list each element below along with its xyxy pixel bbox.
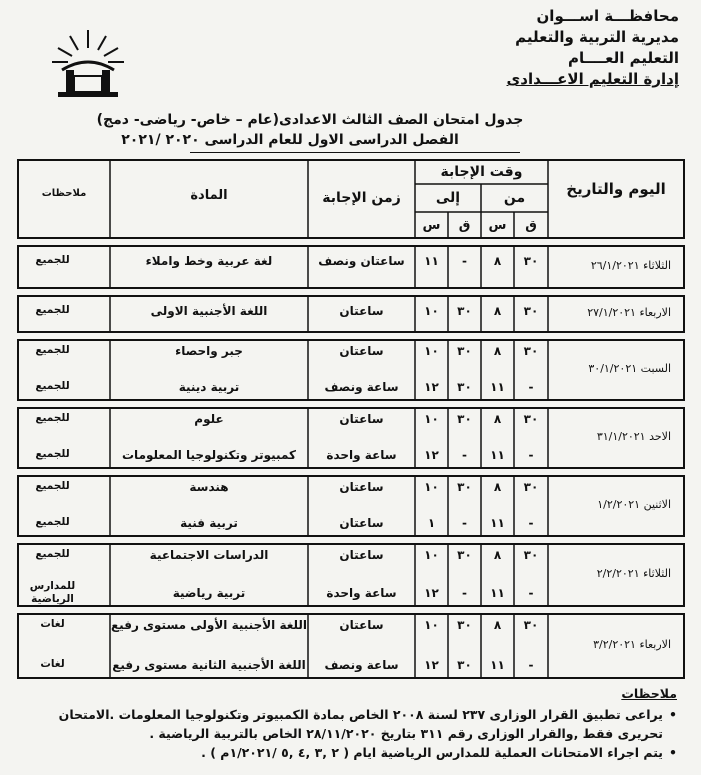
exam-day-date: الاثنين ١/٢/٢٠٢١: [597, 498, 671, 511]
time-to-q: -: [462, 516, 467, 530]
time-from-s: ٨: [493, 618, 502, 632]
exam-note: لغات: [40, 618, 65, 630]
time-from-q: ٣٠: [523, 254, 539, 268]
note-item: • يراعى تطبيق القرار الوزارى ٢٣٧ لسنة ٢٠٠٨ الخاص بمادة الكمبيوتر وتكنولوجيا المعلومات .الامتحان تحريرى فقط ,والقرار الوزارى رقم ٣١١ بتاريخ ٢٨/١١/٢٠٢٠ الخاص بالتربية الرياضية .: [20, 705, 677, 743]
time-from-q: -: [528, 658, 534, 672]
exam-duration: ساعة ونصف: [324, 380, 399, 394]
time-to-q: -: [462, 448, 467, 462]
time-from-q: -: [528, 586, 534, 600]
time-from-q: ٣٠: [523, 548, 539, 562]
exam-subject: اللغة الأجنبية الاولى: [150, 304, 268, 318]
exam-note: للجميع: [35, 516, 70, 528]
time-from-q: ٣٠: [523, 344, 539, 358]
exam-duration: ساعتان: [339, 344, 384, 358]
general-education: التعليم العــــام: [568, 49, 679, 67]
exam-subject: تربية فنية: [180, 516, 238, 530]
time-from-q: ٣٠: [523, 304, 539, 318]
header-from-minutes: ق: [525, 218, 537, 233]
time-from-q: -: [528, 516, 534, 530]
exam-duration: ساعتان: [339, 412, 384, 426]
exam-day-date: الثلاثاء ٢/٢/٢٠٢١: [596, 567, 671, 580]
exam-duration: ساعة واحدة: [326, 448, 397, 462]
exam-duration: ساعتان: [339, 516, 384, 530]
time-from-s: ٨: [493, 344, 502, 358]
time-to-q: -: [462, 254, 467, 268]
exam-note: للجميع: [35, 412, 70, 424]
header-from: من: [503, 190, 526, 206]
prep-education-admin: إدارة التعليم الاعـــدادى: [506, 70, 679, 88]
time-from-s: ٨: [493, 548, 502, 562]
time-to-q: ٣٠: [457, 618, 472, 632]
time-to-s: ١٠: [424, 344, 439, 358]
time-from-q: -: [528, 380, 534, 394]
exam-subject: علوم: [194, 412, 224, 426]
exam-subject: اللغة الأجنبية الثانية مستوى رفيع: [112, 658, 306, 672]
time-from-s: ٨: [493, 480, 502, 494]
exam-duration: ساعة واحدة: [326, 586, 397, 600]
exam-note: للجميع: [35, 304, 70, 316]
time-from-s: ٨: [493, 254, 502, 268]
time-to-q: ٣٠: [457, 548, 472, 562]
header-duration: زمن الإجابة: [322, 190, 401, 206]
time-to-s: ١٠: [424, 480, 439, 494]
time-to-q: ٣٠: [457, 344, 472, 358]
time-to-s: ١: [427, 516, 436, 530]
time-from-q: ٣٠: [523, 618, 539, 632]
time-from-q: ٣٠: [523, 412, 539, 426]
time-to-q: -: [462, 586, 467, 600]
exam-duration: ساعتان: [339, 304, 384, 318]
exam-day-date: الاربعاء ٢٧/١/٢٠٢١: [587, 306, 671, 319]
time-to-s: ١٠: [424, 618, 439, 632]
exam-subject: اللغة الأجنبية الأولى مستوى رفيع: [110, 618, 308, 632]
time-to-s: ١٠: [424, 548, 439, 562]
exam-subject: كمبيوتر وتكنولوجيا المعلومات: [122, 448, 296, 462]
directorate-header: [479, 6, 679, 90]
exam-note: للجميع: [35, 480, 70, 492]
time-from-s: ١١: [490, 380, 505, 394]
exam-subject: لغة عربية وخط واملاء: [145, 254, 273, 268]
header-to-hours: س: [422, 218, 441, 233]
notes-title: ملاحظات: [621, 686, 677, 701]
time-from-s: ١١: [490, 658, 505, 672]
exam-duration: ساعتان ونصف: [318, 254, 405, 268]
note-item: • يتم اجراء الامتحانات العملية للمدارس الرياضية ايام ( ٢ ,٣ ,٤ ,٥ /١/٢٠٢١م ) .: [20, 743, 677, 762]
exam-duration: ساعتان: [339, 618, 384, 632]
time-from-q: ٣٠: [523, 480, 539, 494]
time-to-q: ٣٠: [457, 380, 472, 394]
exam-day-date: السبت ٣٠/١/٢٠٢١: [588, 362, 671, 375]
exam-day-date: الاربعاء ٣/٢/٢٠٢١: [593, 638, 671, 651]
exam-duration: ساعتان: [339, 548, 384, 562]
time-to-s: ١٢: [424, 448, 439, 462]
exam-day-date: الاحد ٣١/١/٢٠٢١: [596, 430, 671, 443]
exam-day-date: الثلاثاء ٢٦/١/٢٠٢١: [590, 259, 671, 272]
exam-duration: ساعة ونصف: [324, 658, 399, 672]
time-from-s: ٨: [493, 412, 502, 426]
governorate-name: محافظـــة اســـوان: [536, 7, 679, 25]
exam-subject: تربية دينية: [178, 380, 240, 394]
exam-subject: هندسة: [189, 480, 229, 494]
exam-note: للجميع: [35, 254, 70, 266]
notes-section: [20, 686, 677, 762]
exam-note: للمدارس الرياضية: [29, 580, 76, 605]
time-to-s: ١٢: [424, 658, 439, 672]
exam-subject: الدراسات الاجتماعية: [149, 548, 269, 562]
header-day-date: اليوم والتاريخ: [566, 180, 666, 198]
time-to-s: ١٠: [424, 412, 439, 426]
header-to-minutes: ق: [458, 218, 471, 233]
time-to-q: ٣٠: [457, 304, 472, 318]
header-subject: المادة: [190, 188, 228, 203]
header-from-hours: س: [488, 218, 507, 233]
exam-subject: تربية رياضية: [172, 586, 246, 600]
time-to-s: ١١: [424, 254, 439, 268]
exam-note: للجميع: [35, 448, 70, 460]
time-from-s: ١١: [490, 448, 505, 462]
aswan-logo: [48, 26, 128, 102]
exam-note: لغات: [40, 658, 65, 670]
exam-duration: ساعتان: [339, 480, 384, 494]
exam-note: للجميع: [35, 548, 70, 560]
time-to-q: ٣٠: [457, 412, 472, 426]
header-notes: ملاحظات: [41, 188, 87, 199]
schedule-subtitle: الفصل الدراسى الاول للعام الدراسى ٢٠٢٠ /٢٠٢١: [121, 132, 459, 148]
time-to-s: ١٢: [424, 380, 439, 394]
time-from-s: ١١: [490, 586, 505, 600]
exam-note: للجميع: [35, 344, 70, 356]
time-to-s: ١٢: [424, 586, 439, 600]
header-answer-time: وقت الإجابة: [440, 164, 523, 180]
title-underline: [190, 152, 520, 153]
time-to-s: ١٠: [424, 304, 439, 318]
exam-note: للجميع: [35, 380, 70, 392]
directorate-name: مديرية التربية والتعليم: [515, 28, 679, 46]
schedule-title: جدول امتحان الصف الثالث الاعدادى(عام – خاص- رياضى- دمج): [96, 112, 524, 128]
time-from-q: -: [528, 448, 534, 462]
header-to: إلى: [435, 190, 461, 206]
time-to-q: ٣٠: [457, 480, 472, 494]
time-from-s: ١١: [490, 516, 505, 530]
exam-subject: جبر واحصاء: [175, 344, 243, 358]
time-from-s: ٨: [493, 304, 502, 318]
time-to-q: ٣٠: [457, 658, 472, 672]
